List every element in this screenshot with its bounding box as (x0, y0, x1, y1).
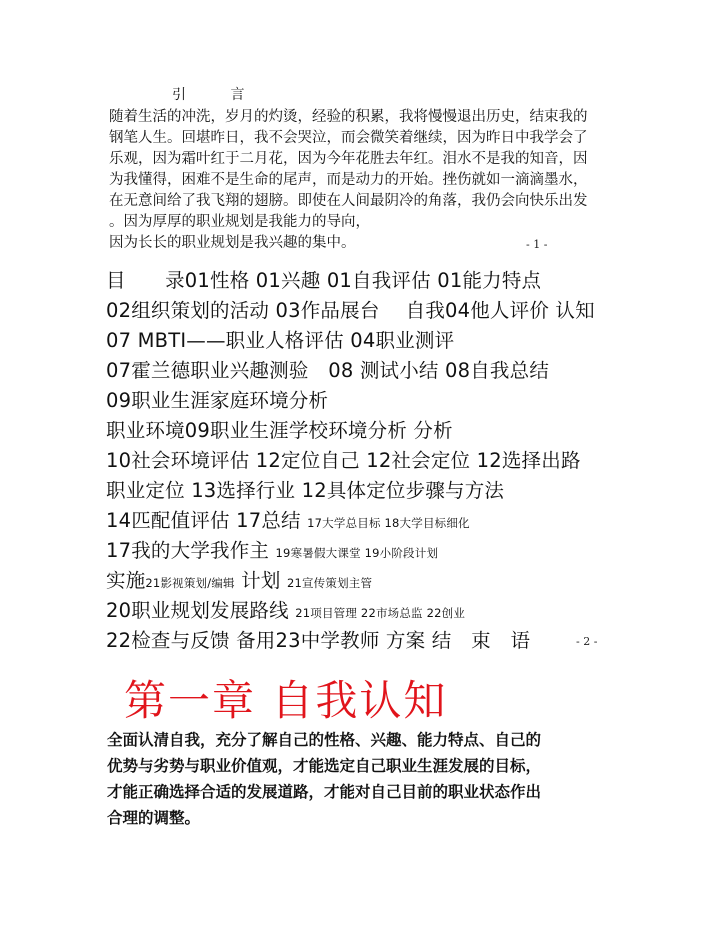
chapter-paragraph-line: 合理的调整。 (107, 809, 201, 827)
toc-entry-small: 19寒暑假大课堂 19小阶段计划 (275, 546, 439, 560)
page-number: - 1 - (526, 238, 548, 251)
toc-line (106, 506, 470, 538)
toc-entry-small: 21影视策划/编辑 (145, 576, 235, 590)
intro-line: 因为长长的职业规划是我兴趣的集中。 (109, 235, 356, 251)
toc-line: 22检查与反馈 备用23中学教师 方案 结 束 语 (106, 629, 531, 652)
intro-line: 为我懂得，困难不是生命的尾声，而是动力的开始。挫伤就如一滴滴墨水， (109, 172, 588, 188)
intro-line: 乐观，因为霜叶红于二月花，因为今年花胜去年红。泪水不是我的知音，因 (109, 151, 588, 167)
toc-entry: 17我的大学我作主 (106, 539, 270, 562)
toc-line (106, 566, 372, 598)
toc-entry-small: 21宣传策划主管 (286, 576, 373, 590)
intro-title: 引 言 (172, 87, 265, 103)
toc-entry-small: 17大学总目标 18大学目标细化 (307, 516, 470, 530)
chapter-paragraph-line: 才能正确选择合适的发展道路，才能对自己目前的职业状态作出 (107, 783, 542, 801)
toc-line: 职业环境09职业生涯学校环境分析 分析 (106, 419, 453, 442)
page-number: - 2 - (576, 635, 598, 648)
intro-line: 。因为厚厚的职业规划是我能力的导向， (109, 214, 370, 230)
intro-line: 钢笔人生。回堪昨日，我不会哭泣，而会微笑着继续，因为昨日中我学会了 (109, 130, 588, 146)
intro-line: 随着生活的冲洗，岁月的灼烫，经验的积累，我将慢慢退出历史，结束我的 (109, 109, 588, 125)
toc-line (106, 596, 465, 628)
toc-entry-small: 21项目管理 22市场总监 22创业 (295, 606, 466, 620)
toc-line: 09职业生涯家庭环境分析 (106, 389, 329, 412)
toc-line: 02组织策划的活动 03作品展台 自我04他人评价 认知 (106, 299, 595, 322)
toc-line: 职业定位 13选择行业 12具体定位步骤与方法 (106, 479, 505, 502)
chapter-paragraph-line: 优势与劣势与职业价值观，才能选定自己职业生涯发展的目标， (107, 757, 542, 775)
toc-entry: 实施 (106, 569, 146, 592)
intro-line: 在无意间给了我飞翔的翅膀。即使在人间最阴冷的角落，我仍会向快乐出发 (109, 193, 588, 209)
toc-line: 目 录01性格 01兴趣 01自我评估 01能力特点 (106, 269, 542, 292)
toc-entry: 20职业规划发展路线 (106, 599, 289, 622)
toc-line: 07霍兰德职业兴趣测验 08 测试小结 08自我总结 (106, 359, 550, 382)
toc-entry: 14匹配值评估 17总结 (106, 509, 301, 532)
toc-line: 07 MBTI——职业人格评估 04职业测评 (106, 329, 455, 352)
chapter-title: 第一章 自我认知 (124, 676, 448, 725)
toc-line (106, 536, 438, 568)
toc-line: 10社会环境评估 12定位自己 12社会定位 12选择出路 (106, 449, 581, 472)
chapter-paragraph-line: 全面认清自我，充分了解自己的性格、兴趣、能力特点、自己的 (107, 731, 542, 749)
toc-entry: 计划 (241, 569, 281, 592)
